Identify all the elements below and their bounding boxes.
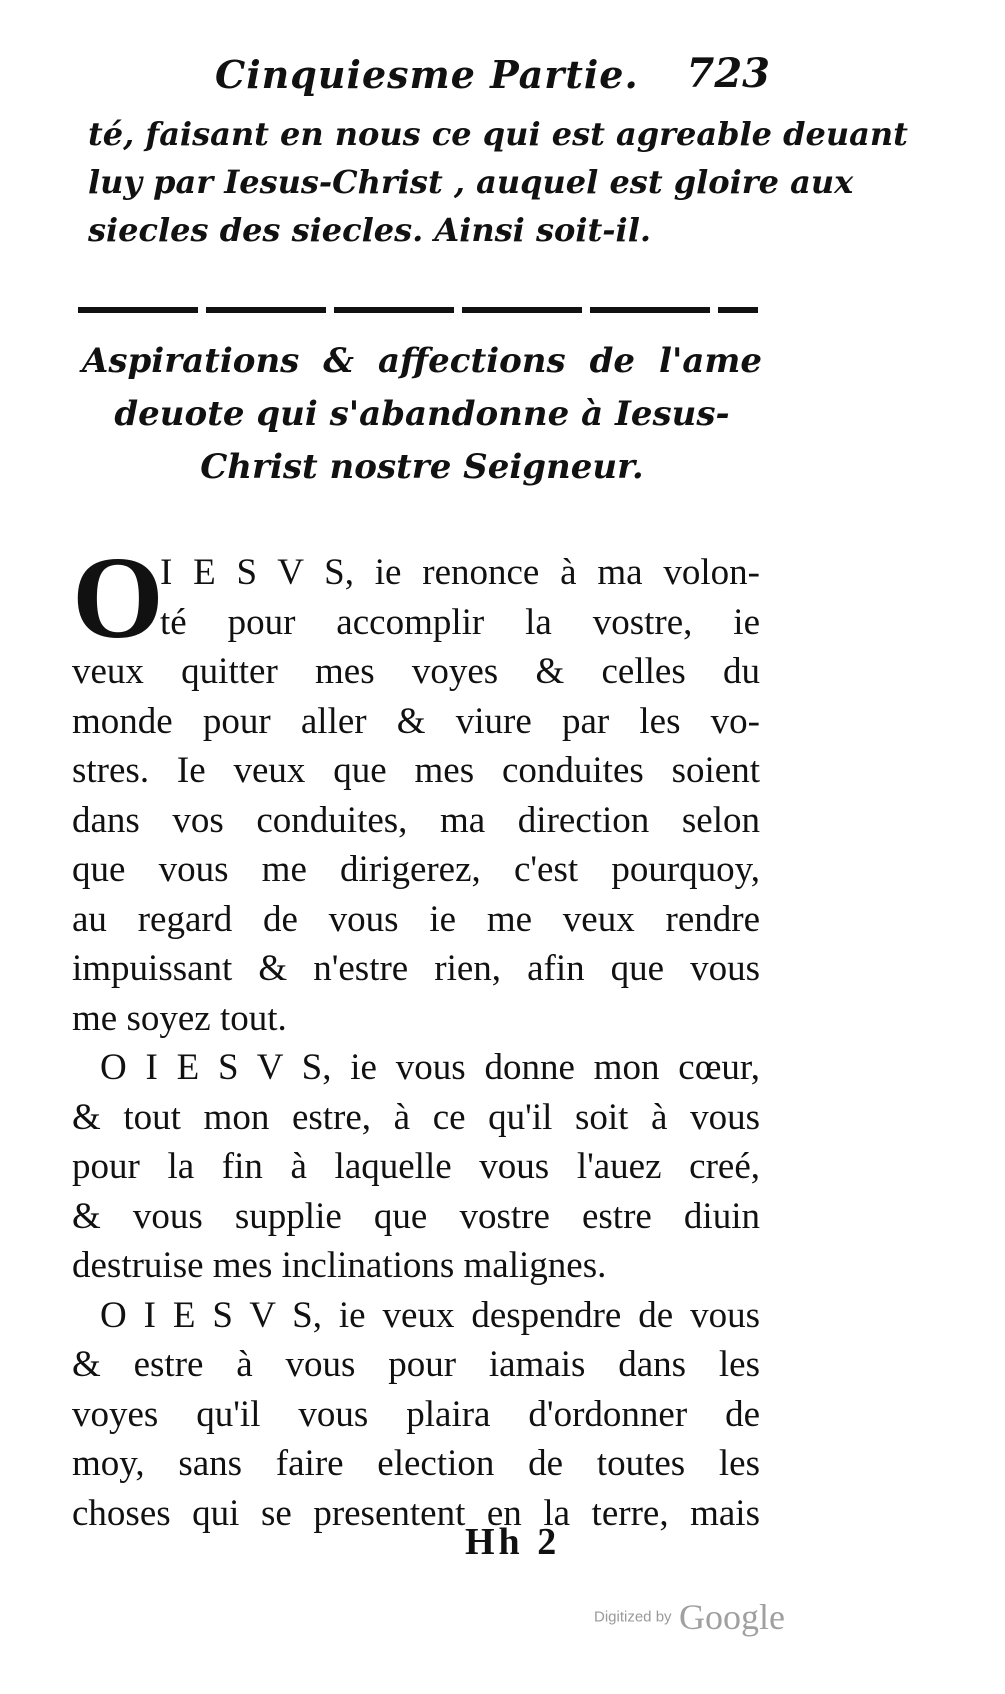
page-number: 723	[686, 50, 770, 97]
paragraph-2	[72, 1043, 760, 1291]
text-line: au regard de vous ie me veux rendre	[72, 898, 760, 940]
text-line: que vous me dirigerez, c'est pourquoy,	[72, 849, 760, 890]
section-divider-rule	[78, 307, 758, 313]
running-title: Cinquiesme Partie.	[215, 52, 639, 97]
text-line: & vous supplie que vostre estre diuin	[72, 1195, 760, 1237]
text-line: I E S V S, ie renonce à ma volon-	[160, 552, 760, 593]
watermark-brand: Google	[679, 1597, 785, 1637]
paragraph-3	[72, 1291, 760, 1539]
heading-line: Aspirations & affections de l'ame	[82, 341, 762, 381]
text-line: & tout mon estre, à ce qu'il soit à vous	[72, 1096, 760, 1138]
signature-mark: Hh 2	[465, 1521, 561, 1563]
text-line: siecles des siecles. Ainsi soit-il.	[88, 211, 651, 249]
watermark-prefix: Digitized by	[594, 1608, 672, 1626]
text-line: stres. Ie veux que mes conduites soient	[72, 750, 760, 791]
text-line: impuissant & n'estre rien, afin que vous	[72, 948, 760, 989]
text-line: me soyez tout.	[72, 997, 287, 1039]
text-line: choses qui se presentent en la terre, mais	[72, 1492, 760, 1534]
digitization-watermark	[594, 1596, 785, 1638]
text-line: moy, sans faire election de toutes les	[72, 1443, 760, 1484]
paragraph-1	[72, 532, 760, 1043]
drop-cap: O	[72, 532, 164, 663]
text-line: té pour accomplir la vostre, ie	[160, 601, 760, 643]
section-heading	[82, 335, 762, 494]
heading-line: deuote qui s'abandonne à Iesus-	[114, 394, 730, 434]
text-line: voyes qu'il vous plaira d'ordonner de	[72, 1393, 760, 1435]
text-line: monde pour aller & viure par les vo-	[72, 700, 760, 742]
text-line: luy par Iesus-Christ , auquel est gloire aux	[88, 163, 854, 201]
text-line: & estre à vous pour iamais dans les	[72, 1344, 760, 1385]
text-line: veux quitter mes voyes & celles du	[72, 651, 760, 692]
page-header	[215, 52, 770, 112]
text-line: O I E S V S, ie veux despendre de vous	[100, 1294, 760, 1336]
text-line: té, faisant en nous ce qui est agreable deuant	[88, 115, 908, 153]
heading-line: Christ nostre Seigneur.	[200, 447, 644, 487]
text-line: O I E S V S, ie vous donne mon cœur,	[100, 1047, 760, 1088]
text-line: destruise mes inclinations malignes.	[72, 1245, 607, 1286]
continued-paragraph	[88, 110, 908, 254]
body-text	[72, 532, 760, 1538]
text-line: pour la fin à laquelle vous l'auez creé,	[72, 1146, 760, 1187]
text-line: dans vos conduites, ma direction selon	[72, 799, 760, 841]
